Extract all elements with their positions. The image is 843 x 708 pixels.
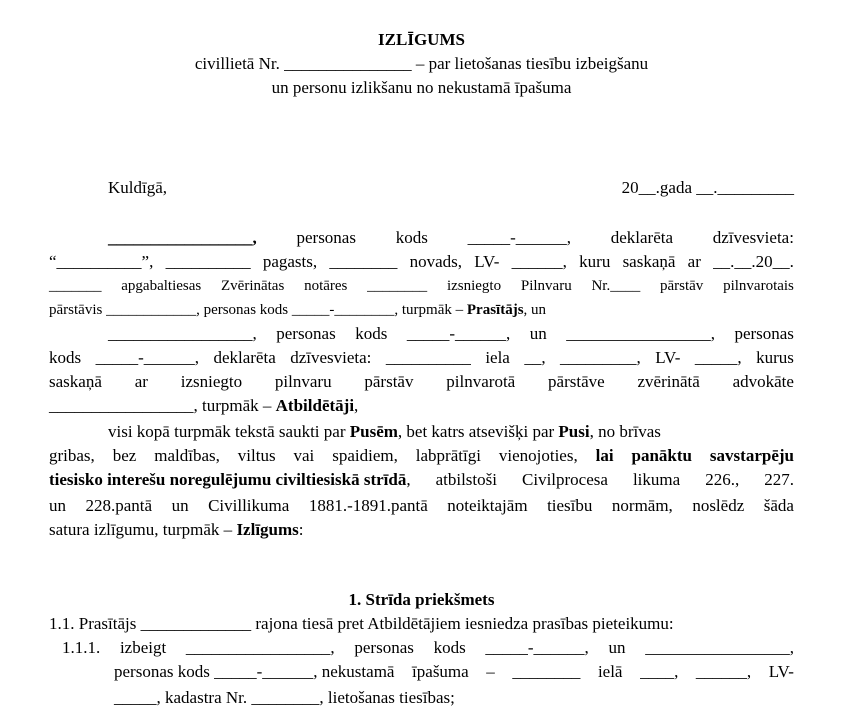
- word: un: [49, 496, 66, 515]
- party-2-line-3: [49, 372, 794, 392]
- word: _____-______,: [406, 324, 511, 343]
- word: _________________,: [108, 228, 257, 247]
- word: _________________,: [566, 324, 715, 343]
- word: deklarēta: [213, 348, 276, 367]
- word: novads,: [409, 252, 462, 271]
- party-2-line-4: [49, 396, 358, 416]
- text: visi kopā turpmāk tekstā saukti par: [108, 422, 350, 441]
- word: vai: [293, 446, 315, 465]
- word: spaidiem,: [332, 446, 398, 465]
- parties-line-4: [49, 496, 794, 516]
- party-1-line-3: [49, 276, 794, 296]
- word: atbilstoši: [435, 470, 497, 489]
- defendants-label: Atbildētāji: [275, 396, 355, 415]
- word: kuru: [579, 252, 611, 271]
- section-1-heading: 1. Strīda priekšmets: [348, 590, 495, 609]
- place: Kuldīgā,: [108, 178, 168, 197]
- word: pārstāv: [659, 278, 704, 294]
- bold-phrase: tiesisko interešu noregulējumu civiltiesiskā strīdā: [49, 470, 407, 489]
- word: ________: [329, 252, 398, 271]
- word: un: [608, 638, 626, 657]
- text: ,: [354, 396, 359, 415]
- word: likuma: [632, 470, 681, 489]
- word: iela: [485, 348, 510, 367]
- word: ,: [406, 470, 411, 489]
- text: _________________, turpmāk –: [49, 396, 276, 415]
- word: _____-______,: [95, 348, 199, 367]
- word: vienojoties,: [498, 446, 578, 465]
- party-2-line-1: [108, 324, 794, 344]
- word: __,: [524, 348, 546, 367]
- word: __________: [165, 252, 251, 271]
- word: pilnvaru: [274, 372, 332, 391]
- word: gribas,: [49, 446, 95, 465]
- word: __________: [385, 348, 471, 367]
- word: _____-______,: [485, 638, 589, 657]
- word: kods: [395, 228, 428, 247]
- word: personas: [296, 228, 356, 247]
- word: 1.1.1.: [62, 638, 101, 657]
- document-subtitle-line-1: civillietā Nr. _______________ – par lietošanas tiesību izbeigšanu: [194, 54, 649, 73]
- word: kods: [355, 324, 388, 343]
- word: _________,: [560, 348, 641, 367]
- word: noteiktajām: [447, 496, 528, 515]
- word: _________________,: [645, 638, 794, 657]
- word: kods: [49, 348, 82, 367]
- document-subtitle-line-2: un personu izlikšanu no nekustamā īpašuma: [271, 78, 572, 97]
- parties-line-3: [49, 470, 794, 490]
- word: un: [171, 496, 189, 515]
- word: advokāte: [732, 372, 794, 391]
- word: kods: [433, 638, 466, 657]
- party-1-line-2: [49, 252, 794, 272]
- word: ____,: [640, 662, 679, 681]
- word: dzīvesvieta:: [712, 228, 794, 247]
- word: izsniegto: [180, 372, 243, 391]
- word: saskaņā: [622, 252, 676, 271]
- text: satura izlīgumu, turpmāk –: [49, 520, 237, 539]
- word: labprātīgi: [415, 446, 481, 465]
- word: 228.pantā: [85, 496, 153, 515]
- text: , bet katrs atsevišķi par: [397, 422, 559, 441]
- parties-line-2: [49, 446, 794, 466]
- party-1-line-4: [49, 300, 546, 320]
- word: ______,: [695, 662, 752, 681]
- word: izsniegto: [446, 278, 502, 294]
- word: kurus: [756, 348, 794, 367]
- word: personas: [734, 324, 794, 343]
- word: noslēdz: [692, 496, 745, 515]
- text: pārstāvis ____________, personas kods _____-________, turpmāk –: [49, 302, 467, 318]
- word: personas: [276, 324, 336, 343]
- word: savstarpēju: [709, 446, 794, 465]
- word: šāda: [763, 496, 794, 515]
- word: bez: [112, 446, 137, 465]
- text: :: [298, 520, 304, 539]
- word: īpašuma: [412, 662, 469, 681]
- word: personas: [354, 638, 414, 657]
- party-1-line-1: [108, 228, 794, 248]
- word: LV-: [474, 252, 500, 271]
- word: _____-______,: [467, 228, 571, 247]
- document-title: IZLĪGUMS: [378, 30, 465, 49]
- word: un: [529, 324, 547, 343]
- word: LV-: [768, 662, 794, 681]
- word: 226.,: [705, 470, 740, 489]
- word: _________________,: [185, 638, 335, 657]
- word: lai: [595, 446, 614, 465]
- word: ________: [512, 662, 581, 681]
- word: –: [486, 662, 495, 681]
- word: _________________,: [108, 324, 257, 343]
- word: ar: [134, 372, 148, 391]
- text: [49, 470, 411, 490]
- word: pārstāve: [548, 372, 605, 391]
- word: pilnvarotais: [723, 278, 794, 294]
- word: zvērinātā: [637, 372, 700, 391]
- word: “__________”,: [49, 252, 154, 271]
- text: , no brīvas: [589, 422, 661, 441]
- word: Civillikuma: [208, 496, 290, 515]
- word: dzīvesvieta:: [290, 348, 372, 367]
- word: deklarēta: [610, 228, 674, 247]
- parties-line-1: [108, 422, 794, 442]
- word: 227.: [764, 470, 794, 489]
- clause-1-1-1-line-1: [62, 638, 794, 658]
- clause-1-1-1-line-3: _____, kadastra Nr. ________, lietošanas tiesības;: [114, 688, 455, 707]
- clause-1-1: 1.1. Prasītājs _____________ rajona tiesā pret Atbildētājiem iesniedza prasības pieteikumu:: [49, 614, 674, 633]
- date: 20__.gada __._________: [621, 178, 794, 197]
- word: ar: [687, 252, 701, 271]
- word: Civilprocesa: [522, 470, 608, 489]
- word: maldības,: [154, 446, 220, 465]
- word: _____,: [694, 348, 742, 367]
- word: Pilnvaru: [520, 278, 572, 294]
- parties-term: Pusēm: [349, 422, 398, 441]
- word: apgabaltiesas: [121, 278, 202, 294]
- word: LV-: [655, 348, 681, 367]
- word: pagasts,: [262, 252, 318, 271]
- word: __.__.20__.: [713, 252, 794, 271]
- word: viltus: [237, 446, 276, 465]
- word: pilnvarotā: [446, 372, 516, 391]
- word: panāktu: [631, 446, 692, 465]
- clause-1-1-1-line-2: [114, 662, 794, 682]
- parties-line-5: [49, 520, 304, 540]
- word: ielā: [597, 662, 623, 681]
- settlement-term: Izlīgums: [236, 520, 299, 539]
- word: _______: [49, 278, 102, 294]
- word: tiesību: [547, 496, 593, 515]
- party-term: Pusi: [558, 422, 590, 441]
- text: , un: [523, 302, 547, 318]
- party-2-line-2: [49, 348, 794, 368]
- word: ______,: [511, 252, 567, 271]
- word: saskaņā: [49, 372, 102, 391]
- word: personas kods _____-______, nekustamā: [114, 662, 395, 681]
- word: ________: [367, 278, 428, 294]
- word: 1881.-1891.pantā: [308, 496, 428, 515]
- word: Zvērinātas: [221, 278, 285, 294]
- word: pārstāv: [364, 372, 414, 391]
- plaintiff-label: Prasītājs: [466, 302, 524, 318]
- word: notāres: [304, 278, 348, 294]
- word: izbeigt: [119, 638, 167, 657]
- word: normām,: [611, 496, 673, 515]
- word: Nr.____: [591, 278, 641, 294]
